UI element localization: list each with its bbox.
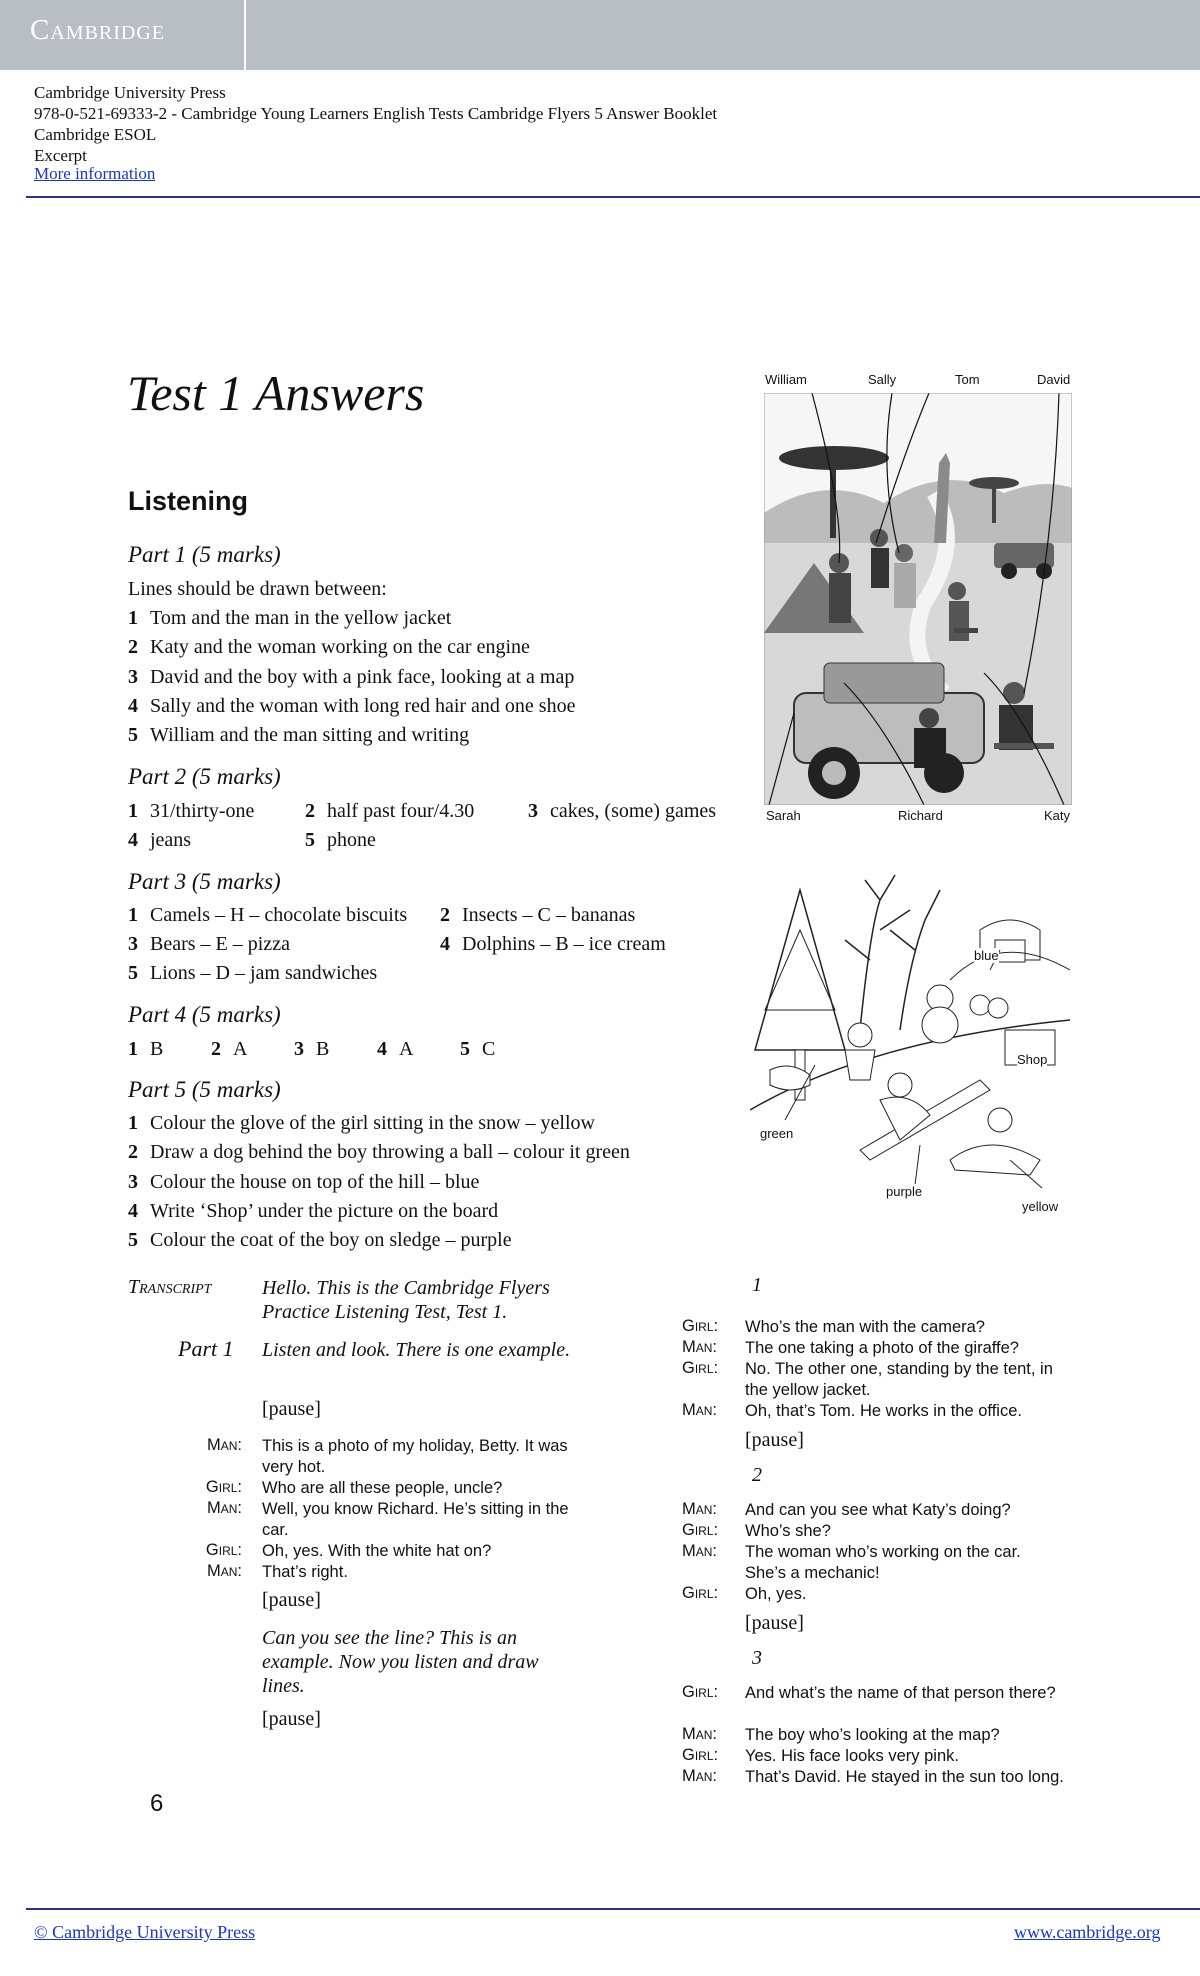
- label-purple: purple: [886, 1184, 923, 1199]
- item-number: 4: [440, 933, 450, 955]
- item-text: Bears – E – pizza: [150, 933, 290, 955]
- dialogue-line: Well, you know Richard. He’s sitting in the car.: [262, 1500, 569, 1539]
- item-text: jeans: [150, 829, 192, 851]
- transcript-instruction-2: Can you see the line? This is an example. Now you listen and draw lines.: [262, 1627, 539, 1697]
- list-item: [128, 904, 407, 927]
- label-green: green: [760, 1126, 794, 1141]
- item-text: David and the boy with a pink face, looking at a map: [150, 666, 575, 688]
- excerpt-label: Excerpt: [34, 146, 87, 165]
- item-text: 31/thirty-one: [150, 800, 255, 822]
- dialogue-line: Who are all these people, uncle?: [262, 1479, 503, 1497]
- label-william: William: [765, 372, 807, 387]
- list-item: [128, 636, 530, 659]
- dialogue-line: Oh, yes.: [745, 1585, 807, 1603]
- part2-heading: Part 2 (5 marks): [128, 764, 281, 789]
- item-number: 4: [128, 695, 138, 717]
- transcript-part-label: Part 1: [178, 1336, 234, 1361]
- section-heading: Listening: [128, 486, 248, 516]
- transcript-instruction: Listen and look. There is one example.: [262, 1339, 571, 1361]
- pause-marker: [pause]: [262, 1398, 321, 1420]
- item-number: 4: [128, 1200, 138, 1222]
- label-richard: Richard: [898, 808, 943, 823]
- list-item: [128, 695, 575, 718]
- dialogue-line: Oh, that’s Tom. He works in the office.: [745, 1402, 1022, 1420]
- dialogue-line: This is a photo of my holiday, Betty. It was very hot.: [262, 1437, 568, 1476]
- item-text: Lions – D – jam sandwiches: [150, 962, 378, 984]
- item-text: Sally and the woman with long red hair and one shoe: [150, 695, 576, 717]
- list-item: [294, 1038, 329, 1061]
- speaker: Man:: [682, 1725, 717, 1743]
- item-text: Write ‘Shop’ under the picture on the board: [150, 1200, 499, 1222]
- item-text: Colour the glove of the girl sitting in the snow – yellow: [150, 1112, 595, 1134]
- item-text: Colour the house on top of the hill – blue: [150, 1171, 480, 1193]
- dialogue-line: Who’s the man with the camera?: [745, 1318, 985, 1336]
- pause-marker: [pause]: [745, 1612, 804, 1634]
- part4-heading: Part 4 (5 marks): [128, 1002, 281, 1027]
- list-item: [460, 1038, 495, 1061]
- page-number: 6: [150, 1790, 164, 1817]
- speaker: Man:: [682, 1767, 717, 1785]
- item-number: 1: [128, 1112, 138, 1134]
- item-text: B: [316, 1038, 330, 1060]
- item-text: Katy and the woman working on the car engine: [150, 636, 530, 658]
- item-text: Insects – C – bananas: [462, 904, 636, 926]
- speaker: Man:: [207, 1436, 242, 1454]
- list-item: [528, 800, 716, 823]
- footer-divider: [26, 1908, 1200, 1910]
- item-number: 2: [128, 1141, 138, 1163]
- safari-picture: [764, 393, 1072, 805]
- dialogue-line: No. The other one, standing by the tent, in the yellow jacket.: [745, 1360, 1053, 1399]
- dialogue-line: The woman who’s working on the car. She’s a mechanic!: [745, 1543, 1021, 1582]
- item-number: 3: [128, 1171, 138, 1193]
- speaker: Man:: [682, 1338, 717, 1356]
- item-number: 1: [128, 800, 138, 822]
- dialogue-line: Who’s she?: [745, 1522, 831, 1540]
- website-link[interactable]: www.cambridge.org: [1014, 1922, 1161, 1942]
- label-blue: blue: [974, 948, 999, 963]
- item-number: 1: [128, 1038, 138, 1060]
- list-item: [305, 829, 376, 852]
- speaker: Man:: [207, 1499, 242, 1517]
- item-number: 4: [128, 829, 138, 851]
- item-number: 2: [305, 800, 315, 822]
- speaker: Girl:: [205, 1478, 242, 1496]
- item-number: 3: [128, 933, 138, 955]
- item-number: 2: [440, 904, 450, 926]
- item-text: cakes, (some) games: [550, 800, 717, 822]
- list-item: [128, 666, 574, 689]
- snow-picture: [750, 870, 1070, 1230]
- item-text: Tom and the man in the yellow jacket: [150, 607, 452, 629]
- item-number: 5: [460, 1038, 470, 1060]
- label-sarah: Sarah: [766, 808, 801, 823]
- pause-marker: [pause]: [262, 1589, 321, 1611]
- question-number: 1: [752, 1274, 762, 1296]
- pause-marker: [pause]: [262, 1708, 321, 1730]
- label-tom: Tom: [955, 372, 980, 387]
- item-text: A: [399, 1038, 414, 1060]
- dialogue-line: The one taking a photo of the giraffe?: [745, 1339, 1019, 1357]
- item-number: 3: [528, 800, 538, 822]
- transcript-label: Transcript: [128, 1276, 212, 1298]
- label-shop: Shop: [1017, 1052, 1048, 1067]
- speaker: Girl:: [682, 1746, 719, 1764]
- item-number: 3: [128, 666, 138, 688]
- isbn-title: 978-0-521-69333-2 - Cambridge Young Learners English Tests Cambridge Flyers 5 Answer Booklet: [34, 104, 718, 123]
- question-number: 3: [752, 1647, 762, 1669]
- list-item: [128, 933, 290, 956]
- part5-heading: Part 5 (5 marks): [128, 1077, 281, 1102]
- org: Cambridge ESOL: [34, 125, 157, 144]
- item-text: C: [482, 1038, 496, 1060]
- list-item: [305, 800, 474, 823]
- list-item: [128, 829, 191, 852]
- list-item: [128, 1141, 630, 1164]
- item-text: B: [150, 1038, 164, 1060]
- page-title: Test 1 Answers: [127, 365, 425, 421]
- list-item: [440, 904, 635, 927]
- label-sally: Sally: [868, 372, 897, 387]
- part3-heading: Part 3 (5 marks): [128, 869, 281, 894]
- dialogue-line: And what’s the name of that person there?: [745, 1684, 1056, 1702]
- item-number: 4: [377, 1038, 387, 1060]
- item-number: 5: [128, 962, 138, 984]
- speaker: Girl:: [682, 1359, 719, 1377]
- header-divider: [26, 196, 1200, 198]
- item-number: 5: [305, 829, 315, 851]
- item-number: 5: [128, 1229, 138, 1251]
- item-text: Camels – H – chocolate biscuits: [150, 904, 408, 926]
- list-item: [128, 724, 469, 747]
- item-number: 2: [128, 636, 138, 658]
- list-item: [377, 1038, 413, 1061]
- item-number: 1: [128, 904, 138, 926]
- speaker: Man:: [682, 1542, 717, 1560]
- dialogue-line: Yes. His face looks very pink.: [745, 1747, 959, 1765]
- item-text: Draw a dog behind the boy throwing a ball – colour it green: [150, 1141, 630, 1163]
- speaker: Girl:: [205, 1541, 242, 1559]
- item-number: 1: [128, 607, 138, 629]
- cambridge-logo: Cambridge: [30, 14, 166, 46]
- label-yellow: yellow: [1022, 1199, 1059, 1214]
- publisher: Cambridge University Press: [34, 83, 226, 102]
- label-katy: Katy: [1044, 808, 1071, 823]
- dialogue-line: That’s David. He stayed in the sun too long.: [745, 1768, 1064, 1786]
- item-text: Colour the coat of the boy on sledge – purple: [150, 1229, 512, 1251]
- label-david: David: [1037, 372, 1071, 387]
- item-number: 5: [128, 724, 138, 746]
- list-item: [128, 962, 377, 985]
- speaker: Girl:: [682, 1317, 719, 1335]
- speaker: Man:: [682, 1500, 717, 1518]
- list-item: [128, 1200, 498, 1223]
- list-item: [128, 1112, 595, 1135]
- item-number: 3: [294, 1038, 304, 1060]
- dialogue-line: Oh, yes. With the white hat on?: [262, 1542, 492, 1560]
- item-text: half past four/4.30: [327, 800, 475, 822]
- item-number: 2: [211, 1038, 221, 1060]
- dialogue-line: And can you see what Katy’s doing?: [745, 1501, 1011, 1519]
- list-item: [128, 800, 254, 823]
- list-item: [440, 933, 666, 956]
- speaker: Girl:: [682, 1584, 719, 1602]
- item-text: Dolphins – B – ice cream: [462, 933, 666, 955]
- item-text: phone: [327, 829, 376, 851]
- dialogue-line: The boy who’s looking at the map?: [745, 1726, 1000, 1744]
- speaker: Man:: [682, 1401, 717, 1419]
- list-item: [128, 1229, 512, 1252]
- list-item: [128, 1171, 479, 1194]
- list-item: [211, 1038, 247, 1061]
- pause-marker: [pause]: [745, 1429, 804, 1451]
- question-number: 2: [752, 1464, 762, 1486]
- transcript-intro: Hello. This is the Cambridge Flyers Practice Listening Test, Test 1.: [262, 1277, 550, 1323]
- speaker: Girl:: [682, 1683, 719, 1701]
- list-item: [128, 1038, 163, 1061]
- part1-heading: Part 1 (5 marks): [128, 542, 281, 567]
- list-item: [128, 607, 451, 630]
- part1-intro: Lines should be drawn between:: [128, 578, 387, 600]
- dialogue-line: That’s right.: [262, 1563, 348, 1581]
- item-text: William and the man sitting and writing: [150, 724, 470, 746]
- more-information-link[interactable]: More information: [34, 164, 156, 183]
- item-text: A: [233, 1038, 248, 1060]
- speaker: Girl:: [682, 1521, 719, 1539]
- copyright-link[interactable]: © Cambridge University Press: [34, 1922, 256, 1942]
- speaker: Man:: [207, 1562, 242, 1580]
